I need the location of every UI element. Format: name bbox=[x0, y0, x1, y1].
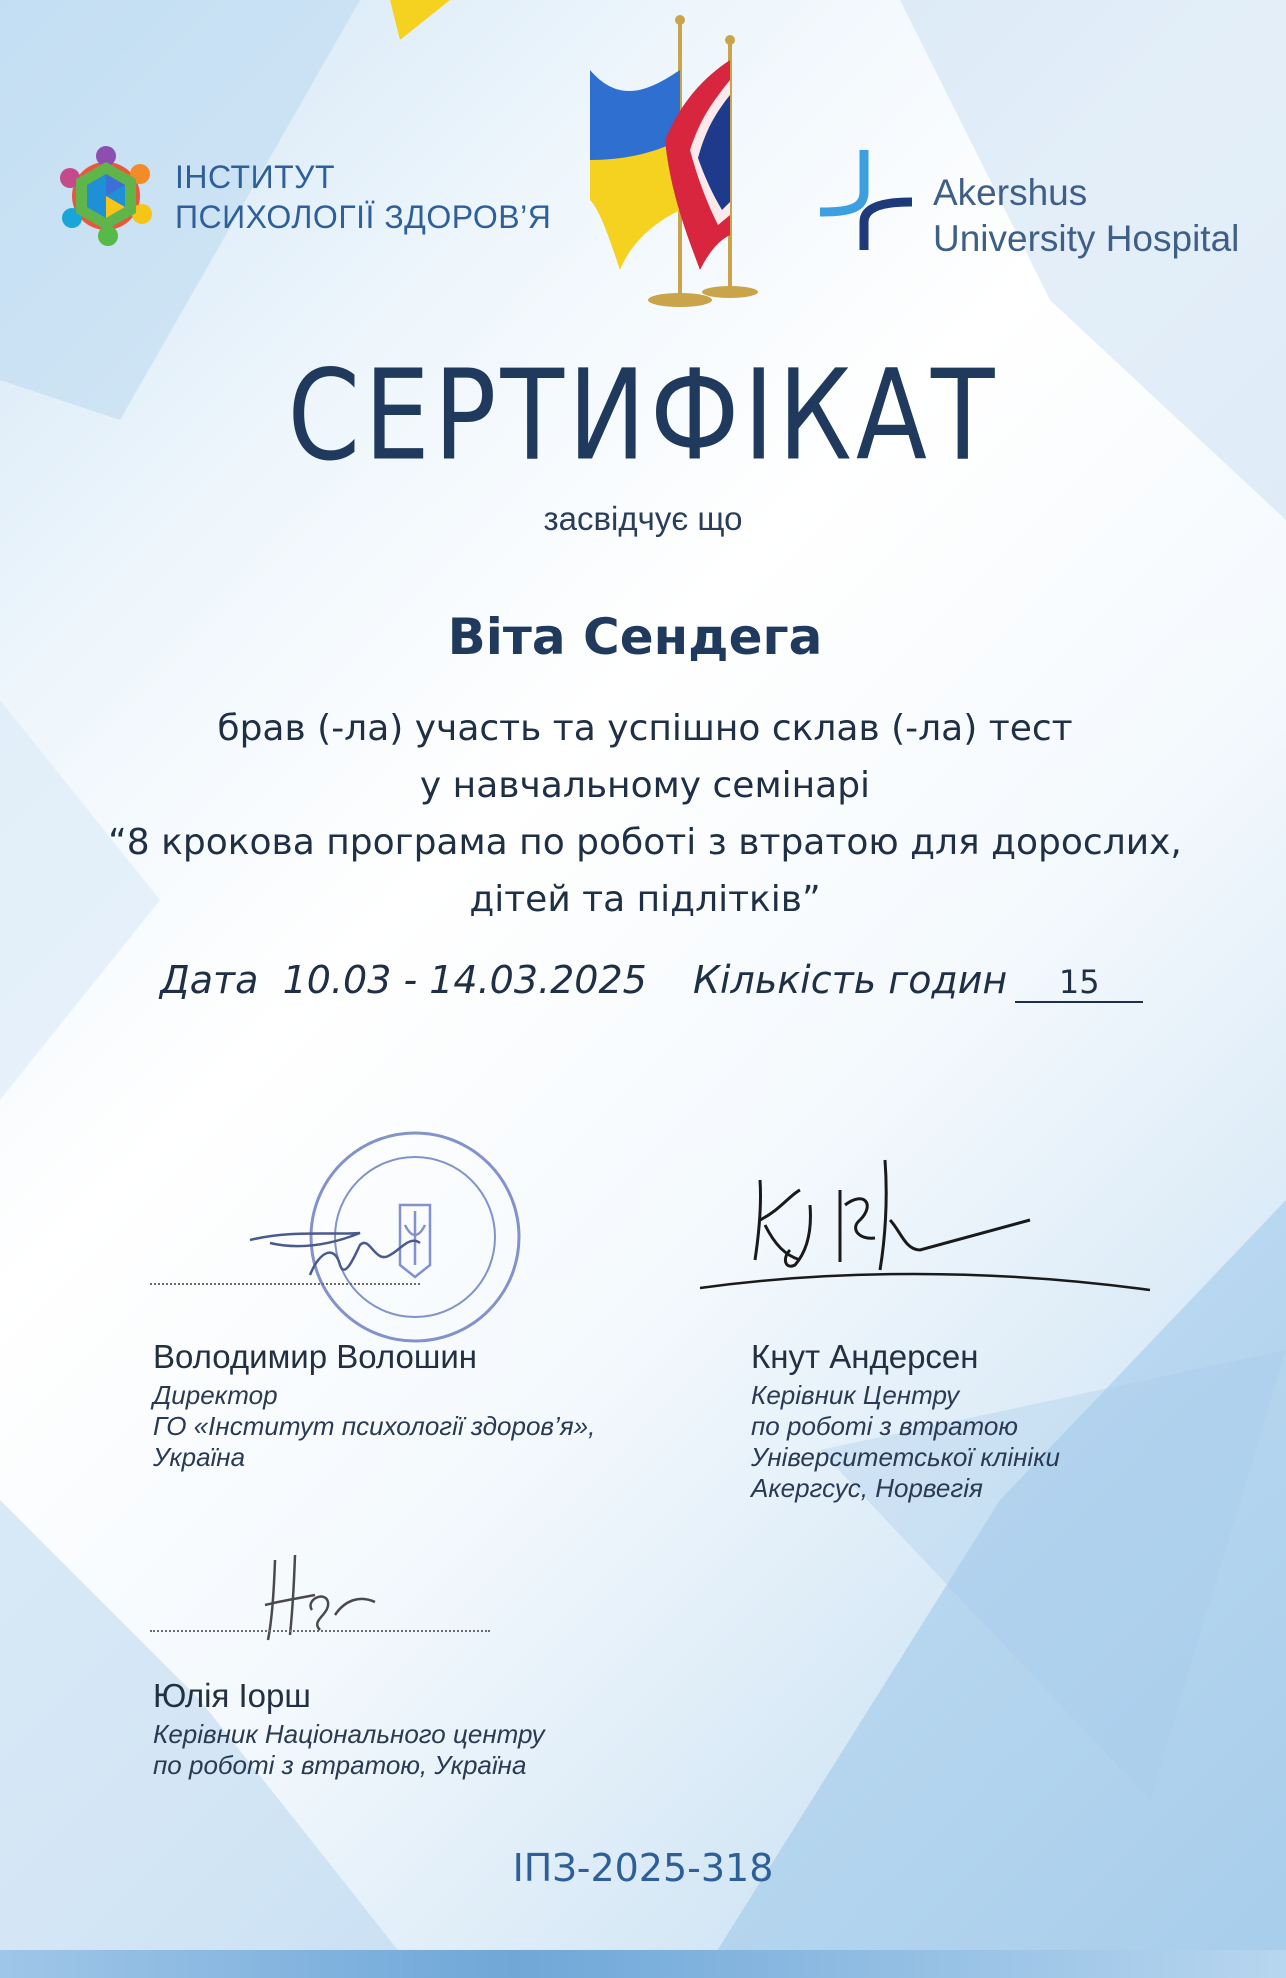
official-stamp-icon bbox=[240, 1125, 530, 1350]
body-line-1: брав (-ла) участь та успішно склав (-ла) тест bbox=[217, 708, 1073, 749]
date-line bbox=[160, 958, 647, 1002]
signature-line-3 bbox=[150, 1630, 490, 1632]
date-value: 10.03 - 14.03.2025 bbox=[282, 958, 647, 1002]
institute-name-line1: ІНСТИТУТ bbox=[175, 159, 336, 195]
signatory-3-name: Юлія Іорш bbox=[153, 1677, 311, 1714]
signatory-2-role-line2: по роботі з втратою bbox=[751, 1411, 1018, 1441]
institute-name bbox=[175, 157, 551, 237]
certificate-code: ІПЗ-2025-318 bbox=[512, 1846, 774, 1890]
signatory-2-role-line1: Керівник Центру bbox=[751, 1380, 960, 1410]
signature-line-1 bbox=[150, 1283, 420, 1285]
signatory-2-name: Кнут Андерсен bbox=[751, 1338, 979, 1375]
hospital-logo-icon bbox=[820, 150, 912, 250]
signatory-2-role-line3: Університетської клініки bbox=[751, 1442, 1060, 1472]
signatory-1-role bbox=[153, 1380, 595, 1473]
recipient-name: Віта Сендега bbox=[447, 608, 823, 666]
signatory-2-role bbox=[751, 1380, 1060, 1504]
body-line-3: “8 крокова програма по роботі з втратою для дорослих, bbox=[108, 822, 1182, 863]
date-label: Дата bbox=[160, 958, 259, 1002]
body-line-4: дітей та підлітків” bbox=[469, 879, 821, 920]
certificate-title: СЕРТИФІКАТ bbox=[287, 342, 999, 489]
hospital-name-line1: Akershus bbox=[933, 172, 1088, 213]
ukraine-norway-flags-icon bbox=[590, 10, 800, 310]
hours-label: Кількість годин bbox=[693, 958, 1008, 1002]
hospital-name-line2: University Hospital bbox=[933, 218, 1240, 259]
body-line-2: у навчальному семінарі bbox=[419, 765, 871, 806]
signatory-1-role-line1: Директор bbox=[153, 1380, 278, 1410]
certifies-that-text: засвідчує що bbox=[543, 500, 743, 537]
bottom-decorative-bar bbox=[0, 1950, 1286, 1978]
signatory-1-role-line2: ГО «Інститут психології здоров’я», bbox=[153, 1411, 596, 1441]
signatory-2-role-line4: Акергсус, Норвегія bbox=[751, 1473, 983, 1503]
certificate-body bbox=[0, 700, 1286, 928]
signatory-1-role-line3: Україна bbox=[153, 1442, 246, 1472]
signatory-3-role-line2: по роботі з втратою, Україна bbox=[153, 1750, 527, 1780]
signatory-3-role bbox=[153, 1719, 545, 1781]
institute-logo-icon bbox=[48, 144, 164, 248]
hospital-name bbox=[933, 170, 1239, 262]
signatory-3-role-line1: Керівник Національного центру bbox=[153, 1719, 545, 1749]
signatory-1-name: Володимир Волошин bbox=[153, 1338, 477, 1375]
hours-value: 15 bbox=[1015, 963, 1143, 1003]
institute-name-line2: ПСИХОЛОГІЇ ЗДОРОВ’Я bbox=[175, 199, 552, 235]
handwritten-signature-3 bbox=[250, 1540, 390, 1660]
handwritten-signature-2 bbox=[690, 1150, 1160, 1300]
hours-line bbox=[693, 958, 1143, 1003]
